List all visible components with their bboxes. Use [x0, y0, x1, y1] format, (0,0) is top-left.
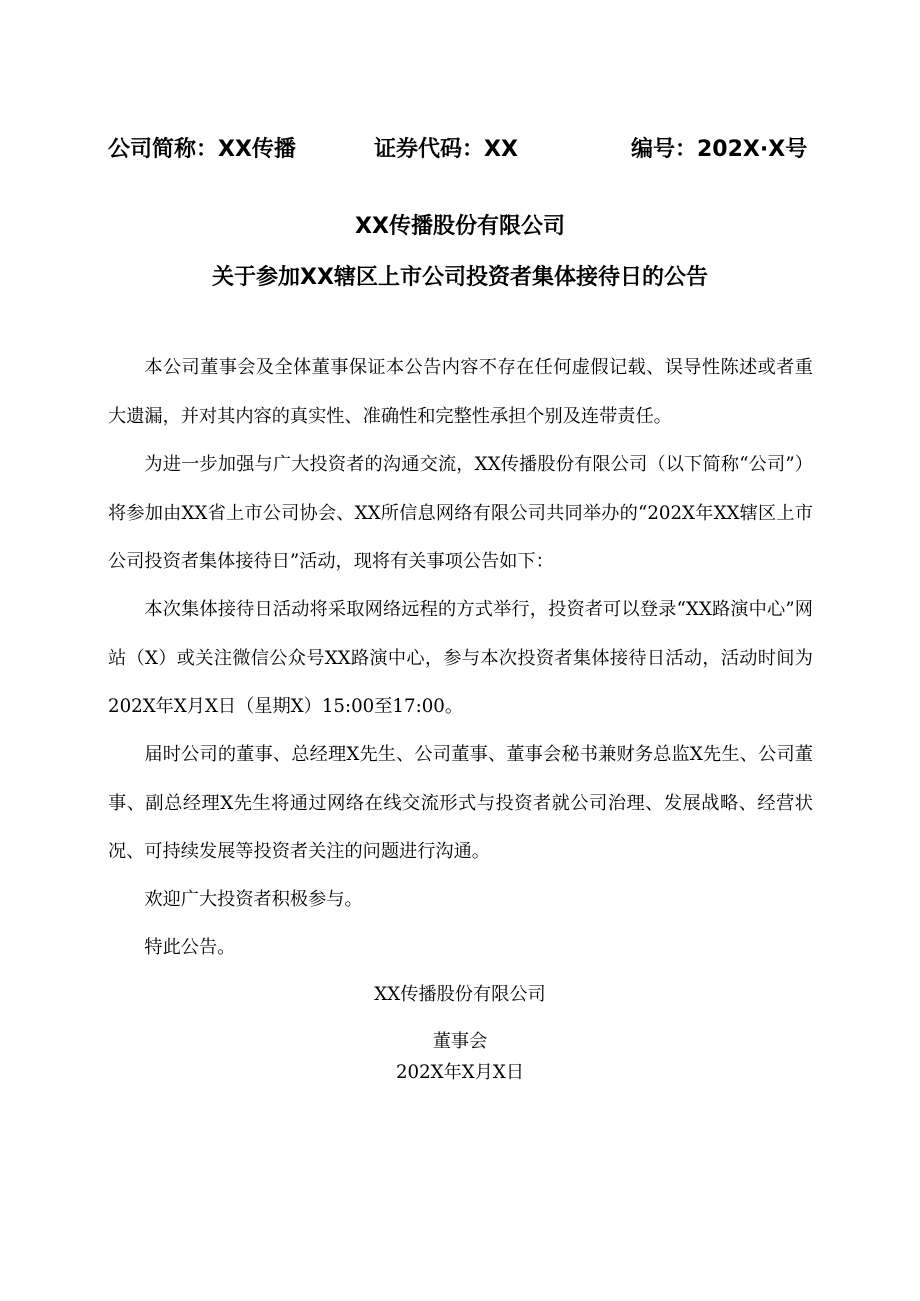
- signature-company: XX传播股份有限公司: [374, 984, 546, 1005]
- paragraph-board-guarantee: 本公司董事会及全体董事保证本公告内容不存在任何虚假记载、误导性陈述或者重大遗漏，并对其内容的真实性、准确性和完整性承担个别及连带责任。: [108, 357, 813, 427]
- document-header: [108, 134, 808, 166]
- title-company: XX传播股份有限公司: [355, 214, 565, 239]
- stock-code: 证券代码：XX: [374, 137, 518, 162]
- paragraph-welcome: 欢迎广大投资者积极参与。: [144, 889, 363, 910]
- paragraph-event-details: 本次集体接待日活动将采取网络远程的方式举行，投资者可以登录“XX路演中心”网站（X）或关注微信公众号XX路演中心，参与本次投资者集体接待日活动，活动时间为202X年X月X日（星期X）15:00至17:00。: [108, 599, 813, 717]
- paragraph-attendees: 届时公司的董事、总经理X先生、公司董事、董事会秘书兼财务总监X先生、公司董事、副总经理X先生将通过网络在线交流形式与投资者就公司治理、发展战略、经营状况、可持续发展等投资者关注的问题进行沟通。: [108, 744, 813, 862]
- paragraph-event-intro: 为进一步加强与广大投资者的沟通交流，XX传播股份有限公司（以下简称“公司”）将参加由XX省上市公司协会、XX所信息网络有限公司共同举办的“202X年XX辖区上市公司投资者集体接待日”活动，现将有关事项公告如下：: [108, 454, 813, 572]
- signature-board: 董事会: [432, 1031, 488, 1052]
- title-subject: 关于参加XX辖区上市公司投资者集体接待日的公告: [212, 265, 708, 290]
- document-number: 编号：202X·X号: [631, 137, 808, 162]
- signature-date: 202X年X月X日: [395, 1062, 525, 1083]
- company-short-name: 公司简称：XX传播: [108, 137, 296, 162]
- paragraph-closing: 特此公告。: [144, 937, 236, 958]
